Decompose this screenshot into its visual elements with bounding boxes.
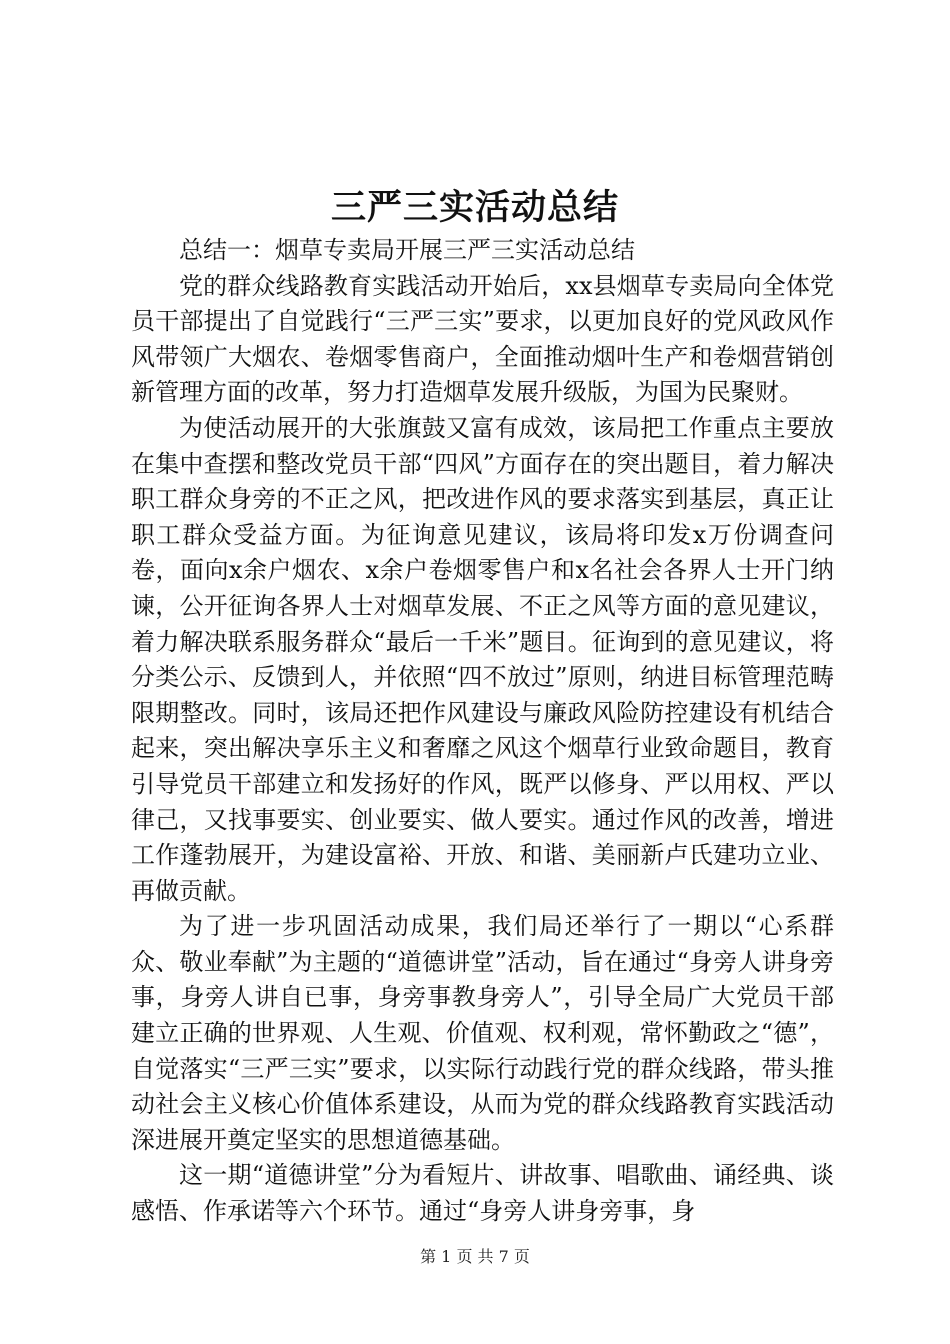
document-title: 三严三实活动总结 xyxy=(330,187,619,228)
body-paragraph-1: 党的群众线路教育实践活动开始后，xx县烟草专卖局向全体党员干部提出了自觉践行“三严三实”要求，以更加良好的党风政风作风带领广大烟农、卷烟零售商户，全面推动烟叶生产和卷烟营销创新管理方面的改革，努力打造烟草发展升级版，为国为民聚财。 xyxy=(131,271,834,407)
body-paragraph-2: 为使活动展开的大张旗鼓又富有成效，该局把工作重点主要放在集中查摆和整改党员干部“四风”方面存在的突出题目，着力解决职工群众身旁的不正之风，把改进作风的要求落实到基层，真正让职工群众受益方面。为征询意见建议，该局将印发x万份调查问卷，面向x余户烟农、x余户卷烟零售户和x名社会各界人士开门纳谏，公开征询各界人士对烟草发展、不正之风等方面的意见建议，着力解决联系服务群众“最后一千米”题目。征询到的意见建议，将分类公示、反馈到人，并依照“四不放过”原则，纳进目标管理范畴限期整改。同时，该局还把作风建设与廉政风险防控建设有机结合起来，突出解决享乐主义和奢靡之风这个烟草行业致命题目，教育引导党员干部建立和发扬好的作风，既严以修身、严以用权、严以律己，又找事要实、创业要实、做人要实。通过作风的改善，增进工作蓬勃展开，为建设富裕、开放、和谐、美丽新卢氏建功立业、再做贡献。 xyxy=(131,413,834,905)
body-paragraph-3: 为了进一步巩固活动成果，我们局还举行了一期以“心系群众、敬业奉献”为主题的“道德讲堂”活动，旨在通过“身旁人讲身旁事，身旁人讲自已事，身旁事教身旁人”，引导全局广大党员干部建立正确的世界观、人生观、价值观、权利观，常怀勤政之“德”，自觉落实“三严三实”要求，以实际行动践行党的群众线路，带头推动社会主义核心价值体系建设，从而为党的群众线路教育实践活动深进展开奠定坚实的思想道德基础。 xyxy=(131,912,834,1154)
document-body xyxy=(131,233,834,1230)
page-number-footer: 第 1 页 共 7 页 xyxy=(420,1247,530,1266)
document-subtitle: 总结一：烟草专卖局开展三严三实活动总结 xyxy=(179,236,635,264)
body-paragraph-4: 这一期“道德讲堂”分为看短片、讲故事、唱歌曲、诵经典、谈感悟、作承诺等六个环节。通过“身旁人讲身旁事，身 xyxy=(131,1161,834,1226)
